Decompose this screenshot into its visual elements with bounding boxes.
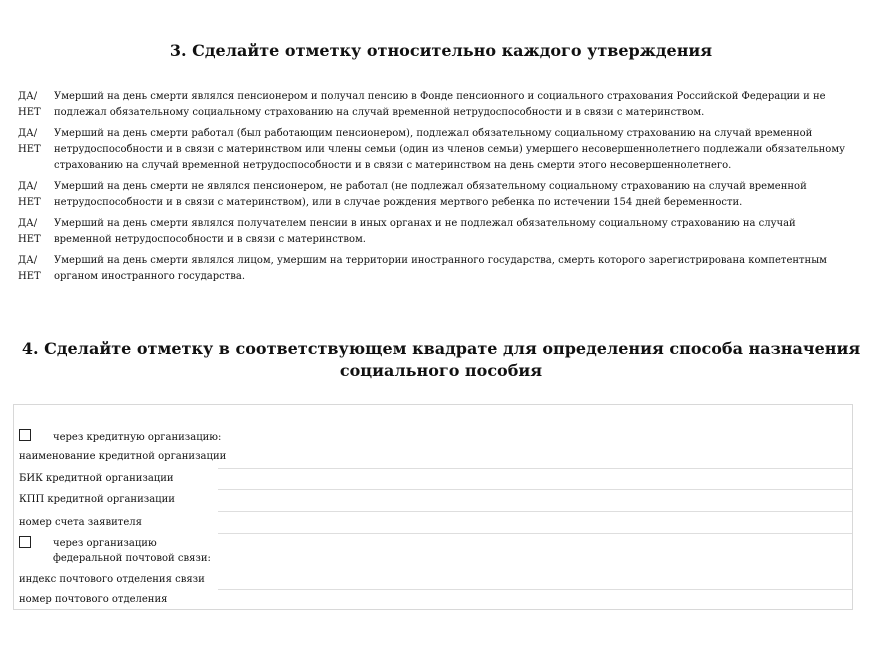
statement-item xyxy=(18,89,848,121)
kpp-label: КПП кредитной организации xyxy=(19,494,175,505)
yes-option[interactable]: ДА/ xyxy=(18,91,38,102)
section-3-title: 3. Сделайте отметку относительно каждого утверждения xyxy=(169,41,713,60)
yes-no-choice xyxy=(18,216,54,248)
post-option-checkbox[interactable] xyxy=(19,536,31,548)
yes-option[interactable]: ДА/ xyxy=(18,218,38,229)
yes-no-choice xyxy=(18,253,54,285)
kpp-field[interactable] xyxy=(218,490,852,512)
statement-text: Умерший на день смерти являлся получателем пенсии в иных органах и не подлежал обязательному социальному страхованию на случай временной нетрудоспособности и в связи с материнством. xyxy=(54,218,796,245)
statement-item xyxy=(18,253,848,285)
bank-name-label: наименование кредитной организации xyxy=(19,451,227,462)
post-index-field[interactable] xyxy=(218,570,852,590)
payment-method-form xyxy=(13,404,853,610)
statement-text: Умерший на день смерти являлся лицом, умершим на территории иностранного государства, смерть которого зарегистрирована компетентным органом иностранного государства. xyxy=(54,255,827,282)
no-option[interactable]: НЕТ xyxy=(18,107,41,118)
no-option[interactable]: НЕТ xyxy=(18,144,41,155)
post-number-field[interactable] xyxy=(218,590,852,610)
account-field[interactable] xyxy=(218,512,852,534)
yes-no-choice xyxy=(18,89,54,121)
yes-no-choice xyxy=(18,179,54,211)
bank-name-row xyxy=(14,447,852,469)
statement-text: Умерший на день смерти не являлся пенсионером, не работал (не подлежал обязательному социальному страхованию на случай временной нетрудоспособности и в связи с материнством), или в случае рождения мертвого ребенка по истечении 154 дней беременности. xyxy=(54,181,807,208)
bik-row xyxy=(14,469,852,490)
statement-list xyxy=(18,89,848,290)
yes-option[interactable]: ДА/ xyxy=(18,181,38,192)
no-option[interactable]: НЕТ xyxy=(18,197,41,208)
kpp-row xyxy=(14,490,852,512)
account-label: номер счета заявителя xyxy=(19,517,142,528)
bank-option-row xyxy=(14,427,852,447)
post-number-label: номер почтового отделения xyxy=(19,594,168,605)
statement-text: Умерший на день смерти являлся пенсионером и получал пенсию в Фонде пенсионного и социального страхования Российской Федерации и не подлежал обязательному социальному страхованию на случай временной нетрудоспособности и в связи с материнством. xyxy=(54,91,826,118)
post-option-label: через организацию федеральной почтовой связи: xyxy=(53,538,211,564)
yes-no-choice xyxy=(18,126,54,174)
post-index-row xyxy=(14,570,852,590)
post-index-label: индекс почтового отделения связи xyxy=(19,574,205,585)
post-number-row xyxy=(14,590,852,610)
yes-option[interactable]: ДА/ xyxy=(18,255,38,266)
bank-option-checkbox[interactable] xyxy=(19,429,31,441)
bik-label: БИК кредитной организации xyxy=(19,473,174,484)
no-option[interactable]: НЕТ xyxy=(18,234,41,245)
section-4-title: 4. Сделайте отметку в соответствующем квадрате для определения способа назначения социального пособия xyxy=(21,339,861,380)
statement-text: Умерший на день смерти работал (был работающим пенсионером), подлежал обязательному социальному страхованию на случай временной нетрудоспособности и в связи с материнством или члены семьи (один из членов семьи) умершего несовершеннолетнего подлежали обязательному страхованию на случай временной нетрудоспособности и в связи с материнством на день смерти этого несовершеннолетнего. xyxy=(54,128,845,171)
yes-option[interactable]: ДА/ xyxy=(18,128,38,139)
no-option[interactable]: НЕТ xyxy=(18,271,41,282)
statement-item xyxy=(18,179,848,211)
statement-item xyxy=(18,126,848,174)
bank-option-label: через кредитную организацию: xyxy=(53,432,222,443)
statement-item xyxy=(18,216,848,248)
post-option-row xyxy=(14,534,852,570)
account-row xyxy=(14,512,852,534)
bik-field[interactable] xyxy=(218,469,852,490)
bank-name-field[interactable] xyxy=(218,447,852,469)
